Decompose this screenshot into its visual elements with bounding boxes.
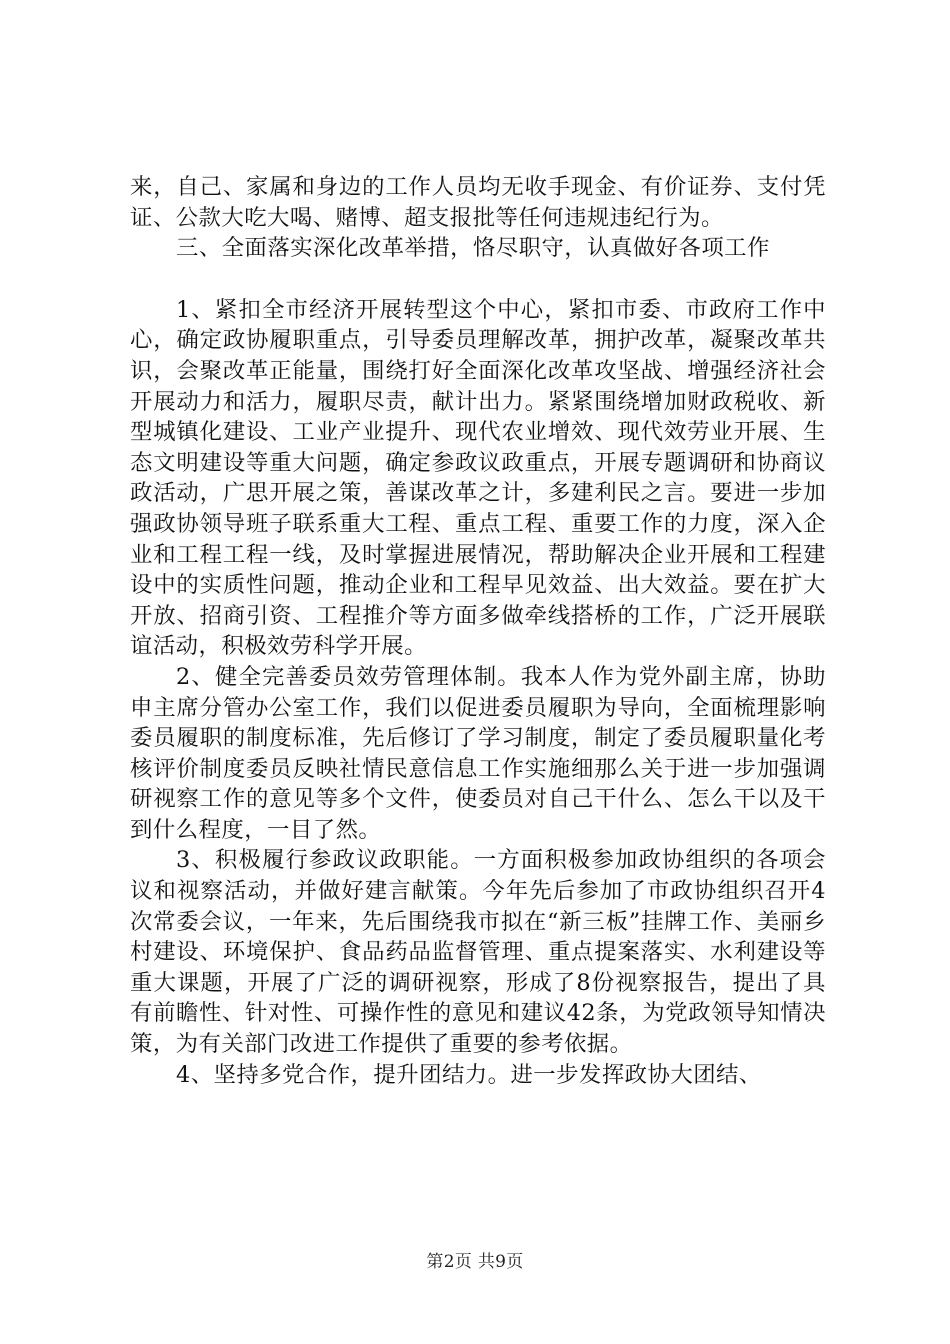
paragraph-continuation: 来，自己、家属和身边的工作人员均无收手现金、有价证券、支付凭证、公款大吃大喝、赌博、超支报批等任何违规违纪行为。 — [130, 174, 826, 231]
section-heading: 三、全面落实深化改革举措，恪尽职守，认真做好各项工作 — [176, 235, 770, 262]
paragraph-item-1: 1、紧扣全市经济开展转型这个中心，紧扣市委、市政府工作中心，确定政协履职重点，引导委员理解改革，拥护改革，凝聚改革共识，会聚改革正能量，围绕打好全面深化改革攻坚战、增强经济社会开展动力和活力，履职尽责，献计出力。紧紧围绕增加财政税收、新型城镇化建设、工业产业提升、现代农业增效、现代效劳业开展、生态文明建设等重大问题，确定参政议政重点，开展专题调研和协商议政活动，广思开展之策，善谋改革之计，多建利民之言。要进一步加强政协领导班子联系重大工程、重点工程、重要工作的力度，深入企业和工程工程一线，及时掌握进展情况，帮助解决企业开展和工程建设中的实质性问题，推动企业和工程早见效益、出大效益。要在扩大开放、招商引资、工程推介等方面多做牵线搭桥的工作，广泛开展联谊活动，积极效劳科学开展。 — [130, 296, 826, 660]
paragraph-item-4: 4、坚持多党合作，提升团结力。进一步发挥政协大团结、 — [176, 1061, 762, 1088]
page-number-footer: 第2页 共9页 — [426, 1252, 524, 1272]
paragraph-item-2: 2、健全完善委员效劳管理体制。我本人作为党外副主席，协助申主席分管办公室工作，我们以促进委员履职为导向，全面梳理影响委员履职的制度标准，先后修订了学习制度，制定了委员履职量化考核评价制度委员反映社情民意信息工作实施细那么关于进一步加强调研视察工作的意见等多个文件，使委员对自己干什么、怎么干以及干到什么程度，一目了然。 — [130, 663, 826, 843]
document-body — [130, 172, 826, 1090]
paragraph-item-3: 3、积极履行参政议政职能。一方面积极参加政协组织的各项会议和视察活动，并做好建言献策。今年先后参加了市政协组织召开4次常委会议，一年来，先后围绕我市拟在“新三板”挂牌工作、美丽乡村建设、环境保护、食品药品监督管理、重点提案落实、水利建设等重大课题，开展了广泛的调研视察，形成了8份视察报告，提出了具有前瞻性、针对性、可操作性的意见和建议42条，为党政领导知情决策，为有关部门改进工作提供了重要的参考依据。 — [130, 847, 826, 1058]
